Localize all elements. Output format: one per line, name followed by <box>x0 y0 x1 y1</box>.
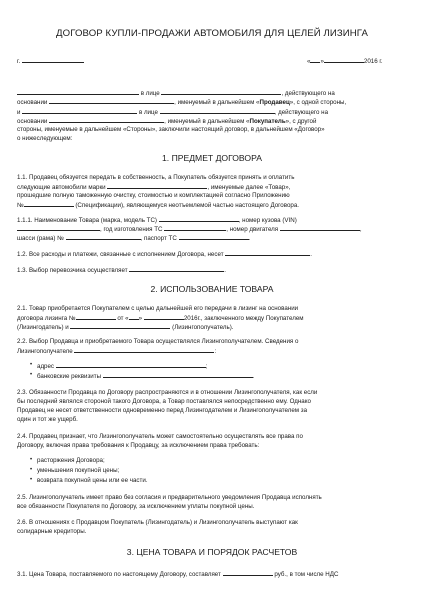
intro-line-3 <box>17 108 328 116</box>
clause-1-1-line3: прошедшие полную таможенную очистку, стоимостью и комплектацией согласно Приложению <box>17 192 290 199</box>
clause-2-3-line2: бы последний являлся стороной такого Договора, а Товар поставлялся непосредственно ему. Однако <box>17 398 311 405</box>
clause-1-1-line1: 1.1. Продавец обязуется передать в собственность, а Покупатель обязуется принять и оплатить <box>17 174 295 181</box>
intro-text: и <box>17 109 21 116</box>
clause-text: договора лизинга № <box>17 315 76 322</box>
rep2-blank <box>160 108 275 114</box>
buyer-term: Покупатель <box>249 118 286 125</box>
lessee-info-blank <box>74 347 214 353</box>
lease-no-blank <box>76 314 116 320</box>
clause-2-2-line1: 2.2. Выбор Продавца и приобретаемого Товара осуществлялся Лизингополучателем. Сведения о <box>17 338 299 345</box>
clause-1-3: 1.3. Выбор перевозчика осуществляет . <box>17 267 226 274</box>
clause-text: от « <box>117 315 129 322</box>
clause-2-6-line1: 2.6. В отношениях с Продавцом Покупатель (Лизингодатель) и Лизингополучатель выступают как <box>17 519 298 526</box>
basis2-blank <box>49 117 164 123</box>
bullet-text: адрес <box>37 363 55 370</box>
intro-text: , именуемый в дальнейшем « <box>164 118 250 125</box>
party1-blank <box>17 89 139 95</box>
address-blank <box>56 362 206 368</box>
intro-line-5: стороны, именуемые в дальнейшем «Стороны», заключили настоящий договор, в дальнейшем «Договор» <box>17 126 325 133</box>
bullet-address: адрес ; <box>37 363 208 370</box>
intro-text: », с другой <box>285 118 317 125</box>
clause-text: 1.1.1. Наименование Товара (марка, модель ТС) <box>17 217 157 224</box>
clause-2-2-line2: Лизингополучателе : <box>17 348 217 355</box>
clause-text: (Лизингодатель) и <box>17 324 69 331</box>
clause-1-1-1-line3: шасси (рама) № , паспорт ТС . <box>17 235 251 242</box>
bank-blank <box>103 372 253 378</box>
clause-text: , именуемые далее «Товар», <box>207 184 291 191</box>
date-open: « <box>307 58 311 65</box>
intro-text: в лице <box>140 90 160 97</box>
intro-text: основании <box>17 118 48 125</box>
clause-2-4-line2: Договору, включая права требования к Продавцу, за исключением права требовать: <box>17 442 260 449</box>
section-3-title: 3. ЦЕНА ТОВАРА И ПОРЯДОК РАСЧЕТОВ <box>126 547 298 557</box>
lease-month-blank <box>144 314 184 320</box>
intro-text: основании <box>17 99 48 106</box>
clause-3-1 <box>17 570 338 578</box>
section-2-title: 2. ИСПОЛЬЗОВАНИЕ ТОВАРА <box>150 284 274 294</box>
clause-text: 1.3. Выбор перевозчика осуществляет <box>17 267 128 274</box>
section-1-title: 1. ПРЕДМЕТ ДОГОВОРА <box>162 153 262 163</box>
expenses-blank <box>225 250 310 256</box>
clause-2-3-line3: Продавец не несет ответственности одновременно перед Лизингодателем и Лизингополучателем за <box>17 407 308 414</box>
clause-2-5-line1: 2.5. Лизингополучатель имеет право без согласия и предварительного уведомления Продавца исполнять <box>17 494 322 501</box>
clause-2-1-line2 <box>17 314 304 322</box>
bullet-icon: • <box>30 457 33 463</box>
date-day-blank <box>310 57 320 63</box>
clause-text: , номер двигателя <box>226 226 279 233</box>
clause-1-1-line4 <box>17 201 299 209</box>
bullet-bank: банковские реквизиты . <box>37 373 255 380</box>
intro-text: , именуемый в дальнейшем « <box>174 99 260 106</box>
intro-text: , действующего на <box>281 90 335 97</box>
bullet-icon: • <box>30 362 33 368</box>
car-make-blank <box>107 183 207 189</box>
price-blank <box>223 570 273 576</box>
date-suffix: 2016 г. <box>363 58 383 65</box>
intro-line-2 <box>17 98 346 106</box>
lessee-blank <box>70 323 170 329</box>
date-line <box>307 57 383 65</box>
document-title: ДОГОВОР КУПЛИ-ПРОДАЖИ АВТОМОБИЛЯ ДЛЯ ЦЕЛЕЙ ЛИЗИНГА <box>56 28 368 39</box>
intro-line-6: о нижеследующем: <box>17 135 73 142</box>
clause-text: , год изготовления ТС <box>100 226 163 233</box>
bullet-icon: • <box>30 372 33 378</box>
party2-blank <box>22 108 137 114</box>
bullet-icon: • <box>30 477 33 483</box>
clause-text: , паспорт ТС <box>140 235 177 242</box>
clause-2-3-line4: один и тот же ущерб. <box>17 416 78 423</box>
rep1-blank <box>161 89 281 95</box>
clause-1-2: 1.2. Все расходы и платежи, связанные с исполнением Договора, несет . <box>17 251 313 258</box>
clause-text: шасси (рама) № <box>17 235 64 242</box>
clause-text: 2016г., заключенного между Покупателем <box>183 315 304 322</box>
city-line <box>17 57 84 65</box>
date-month-blank <box>324 57 364 63</box>
passport-blank <box>179 234 249 240</box>
clause-text: 1.2. Все расходы и платежи, связанные с исполнением Договора, несет <box>17 251 224 258</box>
lease-day-blank <box>129 314 139 320</box>
clause-1-1-line2 <box>17 183 290 191</box>
year-blank <box>164 225 226 231</box>
model-blank <box>159 216 239 222</box>
vin-blank <box>17 225 100 231</box>
clause-text: следующие автомобили марки <box>17 184 106 191</box>
engine-blank <box>280 225 360 231</box>
city-prefix: г. <box>17 58 21 65</box>
bullet-price-return: возврата покупной цены или ее части. <box>37 477 148 484</box>
clause-text: » <box>138 315 143 322</box>
clause-2-6-line2: солидарные кредиторы. <box>17 528 87 535</box>
clause-text: (Спецификации), являющемуся неотъемлемой частью настоящего Договора. <box>75 202 299 209</box>
clause-text: , номер кузова (VIN) <box>238 217 297 224</box>
appendix-no-blank <box>24 201 74 207</box>
chassis-blank <box>66 234 141 240</box>
clause-2-3-line1: 2.3. Обязанности Продавца по Договору распространяются и в отношении Лизингополучателя, как если <box>17 389 318 396</box>
clause-text: Лизингополучателе <box>17 348 73 355</box>
clause-text: (Лизингополучатель). <box>172 324 234 331</box>
seller-term: Продавец <box>259 99 290 106</box>
intro-line-1 <box>17 89 335 97</box>
clause-text: № <box>17 202 24 209</box>
bullet-price-reduction: уменьшения покупной цены; <box>37 467 120 474</box>
clause-1-1-1-line2: , год изготовления ТС , номер двигателя , <box>17 225 362 233</box>
bullet-termination: расторжения Договора; <box>37 457 105 464</box>
city-blank <box>22 57 84 63</box>
intro-text: », с одной стороны, <box>289 99 347 106</box>
carrier-blank <box>129 266 224 272</box>
intro-line-4 <box>17 117 316 125</box>
date-mid: » <box>320 58 324 65</box>
clause-2-1-line1: 2.1. Товар приобретается Покупателем с целью дальнейшей его передачи в лизинг на основании <box>17 305 299 312</box>
bullet-icon: • <box>30 467 33 473</box>
clause-text: руб., в том числе НДС <box>274 571 339 578</box>
intro-text: , действующего на <box>274 109 329 116</box>
bullet-text: банковские реквизиты <box>37 373 102 380</box>
clause-1-1-1-line1 <box>17 216 297 224</box>
clause-2-4-line1: 2.4. Продавец признает, что Лизингополучатель может самостоятельно осуществлять все права по <box>17 433 303 440</box>
basis1-blank <box>49 98 174 104</box>
clause-2-5-line2: все обязанности Покупателя по Договору, за исключением уплаты покупной цены. <box>17 503 255 510</box>
intro-text: в лице <box>138 109 158 116</box>
clause-text: 3.1. Цена Товара, поставляемого по настоящему Договору, составляет <box>17 571 221 578</box>
clause-2-1-line3 <box>17 323 234 331</box>
